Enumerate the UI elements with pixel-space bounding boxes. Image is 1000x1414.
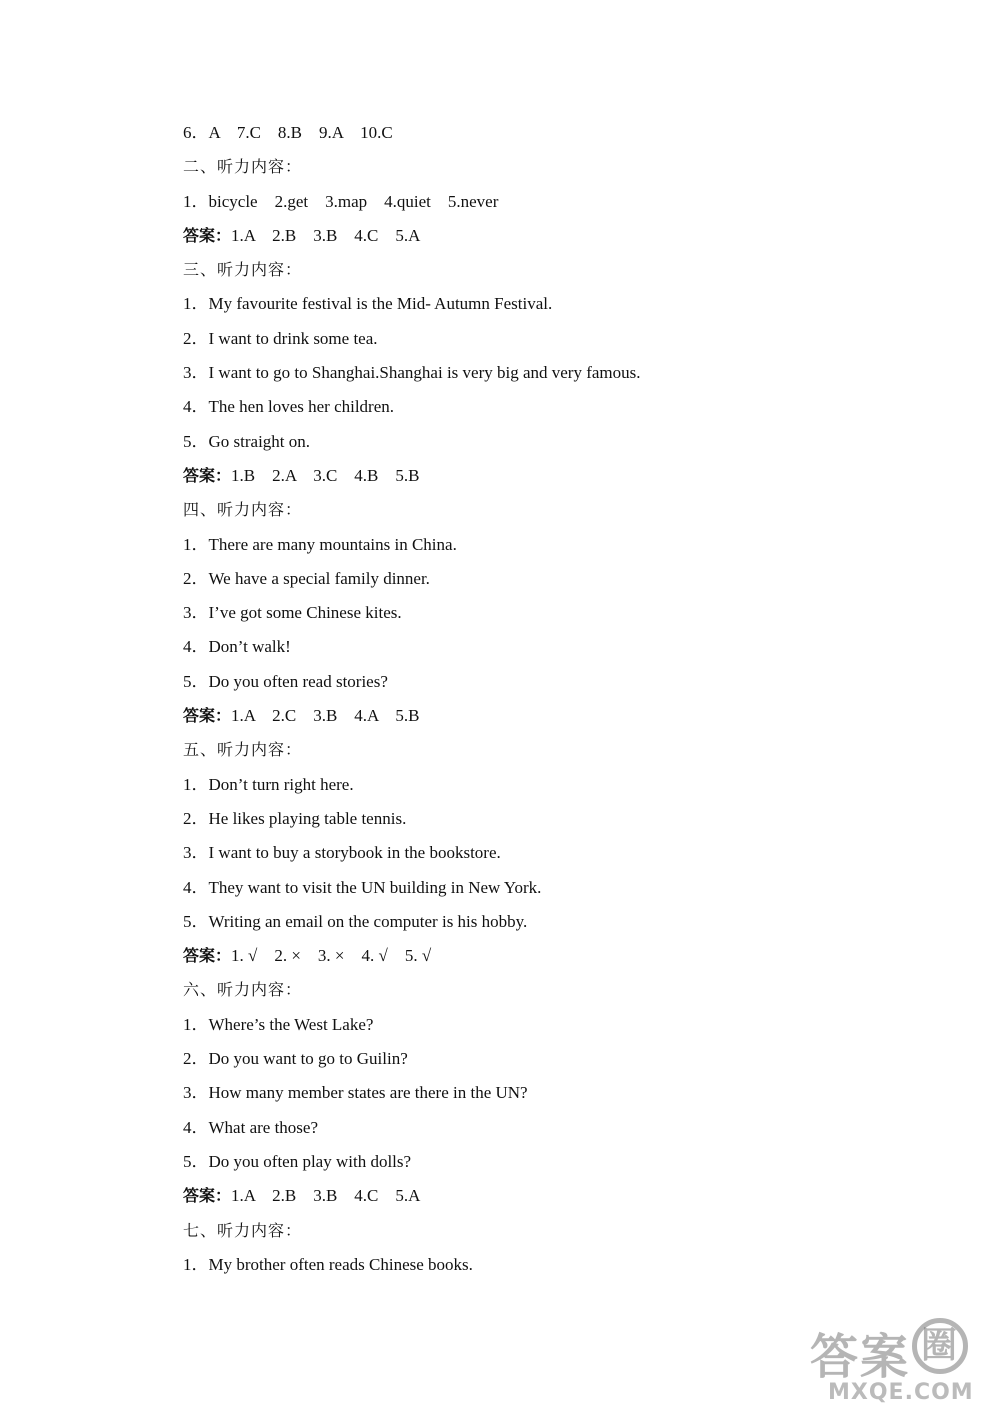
watermark-logo — [810, 1318, 990, 1410]
answer-values: 1.A 2.B 3.B 4.C 5.A — [231, 1186, 421, 1206]
transcript-line — [183, 1078, 943, 1112]
transcript-line — [183, 907, 943, 941]
transcript-line — [183, 838, 943, 872]
transcript-text: 4．They want to visit the UN building in New York. — [183, 877, 542, 897]
answer-values: 1.B 2.A 3.C 4.B 5.B — [231, 465, 420, 485]
answer-label: 答案： — [183, 465, 232, 485]
section-heading — [183, 1216, 943, 1250]
answer-values: 1. √ 2. × 3. × 4. √ 5. √ — [231, 946, 432, 966]
transcript-text: 2．Do you want to go to Guilin? — [183, 1049, 408, 1069]
transcript-text: 2．He likes playing table tennis. — [183, 808, 407, 828]
answer-line — [183, 461, 943, 495]
transcript-line — [183, 187, 943, 221]
transcript-text: 1．There are many mountains in China. — [183, 534, 457, 554]
transcript-line — [183, 118, 943, 152]
transcript-line — [183, 358, 943, 392]
transcript-text: 1．My favourite festival is the Mid- Autumn Festival. — [183, 294, 553, 314]
transcript-text: 5．Do you often play with dolls? — [183, 1151, 412, 1171]
transcript-text: 5．Writing an email on the computer is his hobby. — [183, 911, 528, 931]
transcript-text: 5．Do you often read stories? — [183, 671, 388, 691]
transcript-line — [183, 564, 943, 598]
answer-line — [183, 1181, 943, 1215]
transcript-text: 2．I want to drink some tea. — [183, 328, 378, 348]
transcript-text: 4．What are those? — [183, 1117, 318, 1137]
transcript-text: 3．I’ve got some Chinese kites. — [183, 603, 402, 623]
transcript-line — [183, 1147, 943, 1181]
transcript-text: 3．I want to buy a storybook in the bookstore. — [183, 843, 501, 863]
transcript-text: 4．Don’t walk! — [183, 637, 291, 657]
transcript-text: 1．bicycle 2.get 3.map 4.quiet 5.never — [183, 191, 499, 211]
transcript-line — [183, 289, 943, 323]
watermark-title: 答案 圈 — [810, 1318, 968, 1387]
transcript-text: 1．Where’s the West Lake? — [183, 1014, 374, 1034]
transcript-line — [183, 598, 943, 632]
answer-line — [183, 701, 943, 735]
transcript-line — [183, 1250, 943, 1284]
answer-label: 答案： — [183, 1186, 232, 1206]
transcript-line — [183, 804, 943, 838]
transcript-line — [183, 873, 943, 907]
section-heading-text: 三、听力内容： — [183, 260, 303, 280]
transcript-text: 4．The hen loves her children. — [183, 397, 395, 417]
transcript-line — [183, 530, 943, 564]
transcript-text: 5．Go straight on. — [183, 431, 311, 451]
transcript-text: 3．How many member states are there in the UN? — [183, 1083, 528, 1103]
section-heading-text: 六、听力内容： — [183, 980, 303, 1000]
transcript-text: 1．Don’t turn right here. — [183, 774, 354, 794]
transcript-line — [183, 1010, 943, 1044]
answer-values: 1.A 2.B 3.B 4.C 5.A — [231, 225, 421, 245]
transcript-text: 1．My brother often reads Chinese books. — [183, 1254, 473, 1274]
answer-label: 答案： — [183, 706, 232, 726]
section-heading — [183, 495, 943, 529]
section-heading-text: 五、听力内容： — [183, 740, 303, 760]
section-heading-text: 四、听力内容： — [183, 500, 303, 520]
answer-key-content — [183, 118, 943, 1284]
section-heading — [183, 975, 943, 1009]
section-heading-text: 七、听力内容： — [183, 1220, 303, 1240]
transcript-line — [183, 1044, 943, 1078]
transcript-line — [183, 667, 943, 701]
transcript-line — [183, 392, 943, 426]
section-heading — [183, 255, 943, 289]
watermark-url: MXQE.COM — [828, 1380, 974, 1405]
answer-values: 1.A 2.C 3.B 4.A 5.B — [231, 706, 420, 726]
answer-label: 答案： — [183, 225, 232, 245]
transcript-text: 2．We have a special family dinner. — [183, 568, 430, 588]
transcript-text: 6．A 7.C 8.B 9.A 10.C — [183, 123, 393, 142]
section-heading — [183, 735, 943, 769]
section-heading — [183, 152, 943, 186]
transcript-line — [183, 324, 943, 358]
transcript-text: 3．I want to go to Shanghai.Shanghai is very big and very famous. — [183, 363, 641, 383]
section-heading-text: 二、听力内容： — [183, 157, 303, 177]
answer-line — [183, 941, 943, 975]
transcript-line — [183, 427, 943, 461]
transcript-line — [183, 632, 943, 666]
answer-line — [183, 221, 943, 255]
transcript-line — [183, 770, 943, 804]
watermark-badge: 圈 — [912, 1318, 968, 1374]
answer-label: 答案： — [183, 946, 232, 966]
transcript-line — [183, 1113, 943, 1147]
